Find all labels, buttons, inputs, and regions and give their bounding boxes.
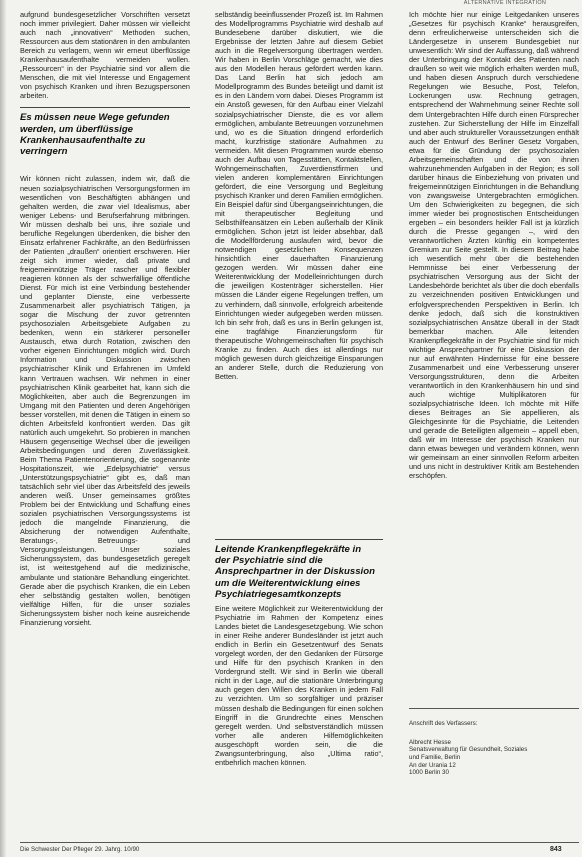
- author-address-box: [409, 712, 579, 784]
- footer-rule: [20, 842, 579, 843]
- author-address-text: Albrecht Hesse Senatsverwaltung für Gesundheit, Soziales und Familie, Berlin An der Urania 12 1000 Berlin 30: [409, 738, 528, 777]
- column1-body-paragraph: Wir können nicht zulassen, indem wir, daß die neuen sozialpsychiatrischen Versorgungsformen im wesentlichen von Beschäftigten abhängen und gehalten werden, die zwar viel Idealismus, aber weniger Lebens- und Berufserfahrung mitbringen. Wir müssen deshalb bei uns, ihre soziale und berufliche Regelungen überdenken, die bisher den Einsatz erfahrener Fachkräfte, an den Bedürfnissen der Patienten „draußen“ orientiert erschweren. Hier zeigt sich immer wieder, daß private und freigemeinnützige Träger rascher und flexibler reagieren können als der schwerfällige öffentliche Dienst. Für mich ist eine Verbindung bestehender und geplanter Dienste, eine verbesserte Zusammenarbeit aller psychiatrisch Tätigen, ja sogar die Mischung der zuvor getrennten psychosozialen Arbeitsgebiete Aufgaben zu bedenken, wenn ein stärkerer personeller Austausch, etwa durch Rotation, zwischen den vorher eigenen Einrichtungen möglich wird. Durch Information und Diskussion zwischen psychiatrischer Klinik und Erfahrenen im Umfeld kann Vertrauen wachsen. Wir nehmen in einer psychiatrischen Klinik gearbeitet hat, kann sich die Möglichkeiten, aber auch die Begrenzungen im Umgang mit den Patienten und deren Angehörigen besser vorstellen, mit denen die Tätigen in einem so dichten Arbeitsfeld konfrontiert werden. Das gilt natürlich auch umgekehrt. So probieren in manchen Häusern gegenseitige Wechsel über die jeweiligen Arbeitsbedingungen und deren Zuverlässigkeit. Beim Thema Patientenorientierung, die sogenannte Hospitationszeit, wie „Edelpsychiatrie“ versus „Unterstützungspsychiatrie“ gibt es, daß man tatsächlich sehr viel über das Arbeitsfeld des jeweils anderen weiß. Unser gemeinsames größtes Problem bei der Entwicklung und Schaffung eines sozialen psychiatrischen Versorgungssystems ist jedoch die mangelnde Finanzierung, die Absicherung der notwendigen Aufenthalte, Beratungs-, Betreuungs- und Versorgungsleistungen. Unser soziales Sicherungssystem, das bundesgesetzlich geregelt ist, ist weitestgehend auf die medizinische, ambulante und stationäre Behandlung eingerichtet. Gerade aber die psychisch Kranken, die ein Leben eher selbständig gestalten wollen, benötigen vielfältige Hilfen, für die unser soziales Sicherungssystem bisher noch keine ausreichende Finanzierung vorsieht.: [20, 174, 190, 627]
- text-column-1: [20, 10, 190, 825]
- section-heading-nursing-leaders: Leitende Krankenpflegekräfte in der Psychiatrie sind die Ansprechpartner in der Diskussion um die Weiterentwicklung eines Psychiatriegesamtkonzepts: [215, 539, 383, 590]
- journal-footer: Die Schwester Der Pfleger 29. Jahrg. 10/90: [20, 846, 140, 853]
- column1-intro-paragraph: aufgrund bundesgesetzlicher Vorschriften versetzt noch immer privilegiert. Daher müssen wir vielleicht auch nach „innovativen“ Methoden suchen, Ressourcen aus dem stationären in den ambulanten Bereich zu verlagern, wenn wir erneut überflüssige Krankenhausaufenthalte vermeiden wollen. „Ressourcen“ in der Psychiatrie sind vor allem die Menschen, die mit viel Interesse und Engagement von psychisch Kranken und ihren Bezugspersonen arbeiten.: [20, 10, 190, 101]
- scan-edge-shadow: [0, 0, 6, 857]
- author-box-rule: [409, 708, 579, 709]
- column3-body-paragraph: Ich möchte hier nur einige Leitgedanken unseres „Gesetzes für psychisch Kranke“ herausgreifen, denn erfreulicherweise unterscheiden sich die Ländergesetze in unserem Bundesgebiet nur unwesentlich: Wir sind der Auffassung, daß während der Unterbringung der Kontakt des Patienten nach draußen so weit wie möglich erhalten werden muß, und haben diesen Anspruch durch verschiedene Regelungen wie Besuche, Post, Telefon, Lockerungen usw. Rechnung getragen, entsprechend der Wahrnehmung seiner Rechte soll dem Untergebrachten Hilfe durch einen Fürsprecher zustehen. Zur Sicherstellung der Hilfe im Einzelfall und aber auch struktureller Voraussetzungen enthält auch der Entwurf des Berliner Gesetz Vorgaben, etwa für die Gründung der psychosozialen Arbeitsgemeinschaften und die von ihnen wahrzunehmenden Aufgaben in der Region; es soll darüber hinaus die Einbeziehung von privaten und freigemeinnützigen Einrichtungen in die Behandlung von zwangsweise Untergebrachten ermöglichen. Um den Schwierigkeiten zu begegnen, die sich immer wieder bei prognostischen Entscheidungen ergeben – ein besonders heikler Fall ist ja kürzlich durch die Presse gegangen –, wird den verantwortlichen Ärzten künftig ein kompetentes Gremium zur Seite gestellt. In diesem Beitrag habe ich wesentlich mehr über die bestehenden Hemmnisse bei einer Verbesserung der psychiatrischen Versorgung aus der Sicht der Landesbehörde berichtet als über die doch ebenfalls zu verzeichnenden positiven Entwicklungen und erfolgversprechenden Perspektiven in Berlin. Ich denke jedoch, daß sich die konstruktiven sozialpsychiatrischen Ansätze überall in der Stadt bemerkbar machen. Alle leitenden Krankenpflegekräfte in der Psychiatrie sind für mich wichtige Ansprechpartner für eine Diskussion der nur auf erwähnten Hindernisse für eine bessere Zusammenarbeit und eine Verbesserung unserer Versorgungsstrukturen, denn die Arbeiten verantwortlich in den Krankenhäusern hin und sind auch wichtige Multiplikatoren für sozialpsychiatrische Ideen. Ich möchte mit Hilfe dieses Beitrages an Sie appellieren, als Gleichgesinnte für die Psychiatrie, die Leitenden und gerade die Beteiligten allgemein – appell eben, daß wir im Interesse der psychisch Kranken nur dann etwas bewegen und verändern können, wenn wir gemeinsam an einer sinnvollen Reform arbeiten und uns nicht in destruktiver Kritik am Bestehenden erschöpfen.: [409, 10, 579, 481]
- column2-body-paragraph-2: Eine weitere Möglichkeit zur Weiterentwicklung der Psychiatrie im Rahmen der Kompetenz eines Landes bietet die Landesgesetzgebung. Wie schon in einer Reihe anderer Bundesländer ist jetzt auch endlich in Berlin ein Gesetzentwurf des Senats vorgelegt worden, der den Gedanken der Fürsorge und Hilfe für den psychisch Kranken in den Vordergrund stellt. Wir sind in Berlin wie überall nicht in der Lage, auf die stationäre Unterbringung auch gegen den Willen des Kranken in jedem Fall zu verzichten. Um so sorgfältiger und präziser müssen deshalb die Bedingungen für einen solchen Eingriff in die Grundrechte eines Menschen geregelt werden. Und selbstverständlich müssen vorher alle anderen Hilfemöglichkeiten ausgeschöpft worden sein, die die Zwangsunterbringung, also „Ultima ratio“, entbehrlich machen können.: [215, 604, 383, 767]
- column2-body-paragraph: selbständig beeinflussender Prozeß ist. Im Rahmen des Modellprogramms Psychiatrie wird deshalb auf Bundesebene darüber diskutiert, wie die Ergebnisse der letzten Jahre auf diesem Gebiet auch in die Regelversorgung übertragen werden. Wir haben in Berlin Vorschläge gemacht, wie dies aus den Modellen heraus gefördert werden kann. Das Land Berlin hat sich jedoch am Modellprogramm des Bundes beteiligt und damit ist es in den Ländern vorn dabei. Dieses Programm ist ein Anstoß gewesen, für den Aufbau einer Vielzahl sozialpsychiatrischer Dienste, die es vor allem ermöglichen, ambulante Betreuungen vorzunehmen und, wo es die Situation dringend erforderlich macht, kurzfristige stationäre Aufnahmen zu vermeiden. Mit diesen Programmen wurde ebenso auch der Aufbau von Tagesstätten, Kontaktstellen, Wohngemeinschaften, Zuverdienstfirmen und vielen anderen komplementären Einrichtungen gefördert, die eine Versorgung und Begleitung psychisch Kranker und deren Familien ermöglichen. Ein Beispiel dafür sind Übergangseinrichtungen, die mit therapeutischer Begleitung und Selbsthilfeansätzen ein Leben außerhalb der Klinik ermöglichen. Schon jetzt ist leider absehbar, daß die Modellförderung auslaufen wird, bevor die notwendigen gesetzlichen Konsequenzen hinsichtlich einer dauerhaften Finanzierung gezogen werden. Wir müssen daher eine Weiterentwicklung der Modelleinrichtungen durch die jeweiligen Kostenträger sicherstellen. Hier müssen die Länder eigene Regelungen treffen, um zu verhindern, daß sinnvolle, erfolgreich arbeitende Einrichtungen wieder aufgegeben werden müssen. Ich bin sehr froh, daß es uns in Berlin gelungen ist, eine tragfähige Finanzierungsform für therapeutische Wohngemeinschaften für psychisch Kranke zu finden. Auch dies ist allerdings nur möglich gewesen durch gleichzeitige Einsparungen an anderer Stelle, durch die Reduzierung von Betten.: [215, 10, 383, 381]
- text-column-2: [215, 10, 383, 825]
- section-heading-new-ways: Es müssen neue Wege gefunden werden, um überflüssige Krankenhausaufenthalte zu verringern: [20, 107, 190, 160]
- text-column-3: [409, 10, 579, 700]
- running-header: ALTERNATIVE INTEGRATION: [463, 0, 547, 6]
- author-address-label: Anschrift des Verfassers:: [409, 719, 478, 727]
- page-number: 843: [550, 846, 562, 853]
